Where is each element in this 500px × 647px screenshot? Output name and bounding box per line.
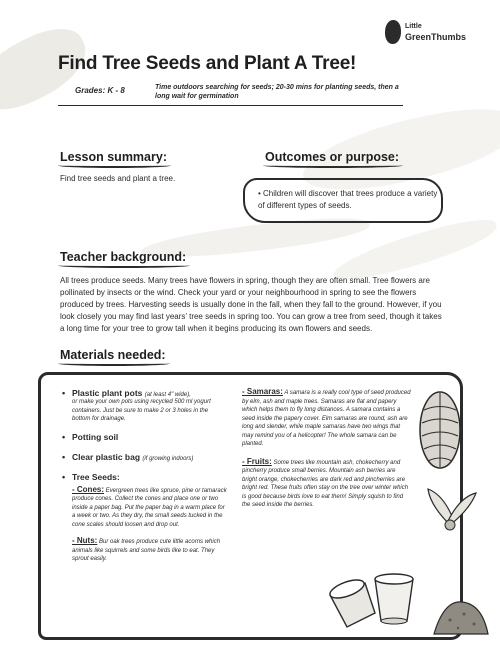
- material-item-pots: [62, 388, 227, 398]
- time-label: Time outdoors searching for seeds; 20-30 mins for planting seeds, then a long wait for germination: [155, 84, 399, 100]
- seed-type-desc: Evergreen trees like spruce, pine or tamarack produce cones. Collect the cones and place one or two inside a paper bag. Put the paper bag in a warm place for a week or two. As they dry, the small seeds tucked in the cone scales should loosen and drop out.: [72, 487, 227, 528]
- lesson-summary-heading: [60, 150, 167, 164]
- seed-type-label: - Cones:: [72, 484, 104, 494]
- lesson-summary-heading-text: Lesson summary:: [60, 150, 167, 164]
- lesson-summary-text: Find tree seeds and plant a tree.: [60, 174, 176, 183]
- meta-divider: [58, 105, 403, 106]
- material-label: Clear plastic bag: [72, 451, 141, 462]
- seed-type-desc: A samara is a really cool type of seed produced by elm, ash and maple trees. Samaras are flat and papery which helps them to fly long distances. A samara contains a seed inside the papery cover. Elm samaras are round, ash are long and slender, while maple samaras have two wings that may remind you of a helicopter! The whole samara can be planted.: [242, 390, 411, 447]
- seed-type-fruits: [242, 458, 412, 510]
- teacher-background-heading-text: Teacher background:: [60, 250, 187, 264]
- outcomes-heading: [265, 150, 399, 164]
- samara-icon: [420, 485, 480, 555]
- pinecone-icon: [410, 375, 470, 475]
- material-item-bag: [62, 452, 227, 462]
- outcomes-heading-text: Outcomes or purpose:: [265, 150, 400, 164]
- material-item-soil: [62, 432, 227, 442]
- brand-line2: GreenThumbs: [405, 32, 467, 42]
- seed-type-label: - Nuts:: [72, 536, 98, 545]
- leaf-logo-icon: [385, 20, 401, 44]
- seed-type-desc: Bur oak trees produce cute little acorns which animals like squirrels and some birds like to eat. They sprout easily.: [72, 539, 221, 562]
- soil-pile-icon: [430, 590, 490, 640]
- heading-underline: [263, 163, 403, 168]
- plant-pot-icon: [325, 565, 435, 635]
- seed-type-label: - Fruits:: [242, 456, 272, 466]
- seed-type-cones: [62, 486, 227, 530]
- material-desc: or make your own pots using recycled 500 ml yogurt containers. Just be sure to make 2 or 3 holes in the bottom for drainage.: [72, 399, 211, 422]
- brand-name: [405, 22, 466, 42]
- material-label: Tree Seeds:: [72, 471, 120, 482]
- materials-heading: [60, 348, 166, 362]
- material-label: Potting soil: [72, 431, 119, 442]
- outcomes-text: • Children will discover that trees produce a variety of different types of seeds.: [258, 189, 438, 210]
- page-title: Find Tree Seeds and Plant A Tree!: [58, 53, 357, 74]
- heading-underline: [58, 263, 190, 268]
- brand-logo: [385, 20, 466, 44]
- seed-type-nuts: [62, 537, 227, 564]
- seed-type-samaras: [242, 388, 412, 449]
- grades-label: Grades: K - 8: [75, 86, 125, 95]
- brand-line1: Little: [405, 23, 422, 30]
- heading-underline: [58, 361, 170, 366]
- seed-type-label: - Samaras:: [242, 387, 283, 396]
- materials-list-right: [242, 388, 412, 510]
- seed-type-desc: Some trees like mountain ash, chokecherry and pincherry produce small berries. Mountain ash berries are bright orange, chokecherries are dark red and pincherries are bright red. These fruits often stay on the tree over winter which is good because birds love to eat them! Simply squish to find the seed inside the berries.: [242, 459, 409, 508]
- material-item-seeds: [62, 472, 227, 482]
- heading-underline: [58, 163, 171, 168]
- teacher-background-text: All trees produce seeds. Many trees have flowers in spring, though they are often small. Tree flowers are pollinated by insects or the wind. Check your yard or your neighbourhood in spring to see the flowers produced by trees. Harvesting seeds is usually done in the fall, when they fall to the ground. However, if you look closely you may find last years’ tree seeds in spring too. You can grow a tree from seed, though it takes a long time for your tree to grow tall when it begins producing its own flowers and seeds.: [60, 276, 442, 333]
- material-label: Plastic plant pots: [72, 388, 143, 398]
- teacher-background-heading: [60, 250, 186, 264]
- material-note: (at least 4" wide),: [144, 392, 191, 398]
- material-note: (if growing indoors): [142, 455, 194, 462]
- materials-heading-text: Materials needed:: [60, 348, 166, 362]
- materials-list-left: [62, 388, 227, 564]
